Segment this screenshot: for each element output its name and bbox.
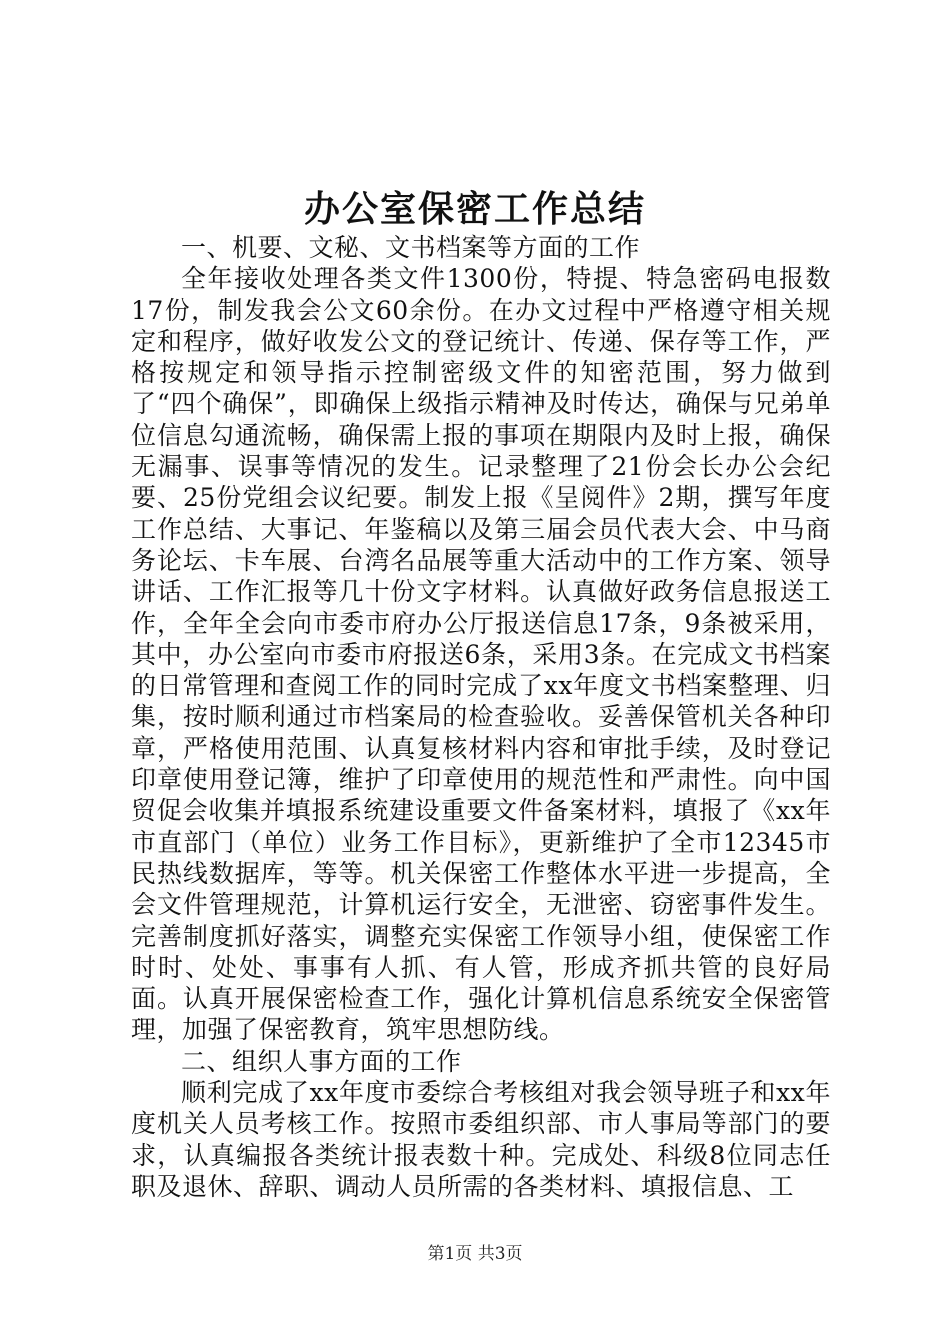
section-paragraph-1: 全年接收处理各类文件1300份，特提、特急密码电报数17份，制发我会公文60余份。在办文过程中严格遵守相关规定和程序，做好收发公文的登记统计、传递、保存等工作，严格按规定和领导指示控制密级文件的知密范围，努力做到了“四个确保”，即确保上级指示精神及时传达，确保与兄弟单位信息勾通流畅，确保需上报的事项在期限内及时上报，确保无漏事、误事等情况的发生。记录整理了21份会长办公会纪要、25份党组会议纪要。制发上报《呈阅件》2期，撰写年度工作总结、大事记、年鉴稿以及第三届会员代表大会、中马商务论坛、卡车展、台湾名品展等重大活动中的工作方案、领导讲话、工作汇报等几十份文字材料。认真做好政务信息报送工作，全年全会向市委市府办公厅报送信息17条，9条被采用，其中，办公室向市委市府报送6条，采用3条。在完成文书档案的日常管理和查阅工作的同时完成了xx年度文书档案整理、归集，按时顺利通过市档案局的检查验收。妥善保管机关各种印章，严格使用范围、认真复核材料内容和审批手续，及时登记印章使用登记簿，维护了印章使用的规范性和严肃性。向中国贸促会收集并填报系统建设重要文件备案材料，填报了《xx年市直部门（单位）业务工作目标》，更新维护了全市12345市民热线数据库，等等。机关保密工作整体水平进一步提高，全会文件管理规范，计算机运行安全，无泄密、窃密事件发生。完善制度抓好落实，调整充实保密工作领导小组，使保密工作时时、处处、事事有人抓、有人管，形成齐抓共管的良好局面。认真开展保密检查工作，强化计算机信息系统安全保密管理，加强了保密教育，筑牢思想防线。 [131, 264, 831, 1045]
section-paragraph-2: 顺利完成了xx年度市委综合考核组对我会领导班子和xx年度机关人员考核工作。按照市委组织部、市人事局等部门的要求，认真编报各类统计报表数十种。完成处、科级8位同志任职及退休、辞职、调动人员所需的各类材料、填报信息、工 [131, 1078, 831, 1201]
document-title: 办公室保密工作总结 [303, 189, 646, 230]
section-heading-1: 一、机要、文秘、文书档案等方面的工作 [181, 233, 641, 262]
document-body [131, 232, 831, 1202]
section-heading-2: 二、组织人事方面的工作 [181, 1046, 462, 1076]
page-footer: 第1页 共3页 [427, 1244, 523, 1264]
